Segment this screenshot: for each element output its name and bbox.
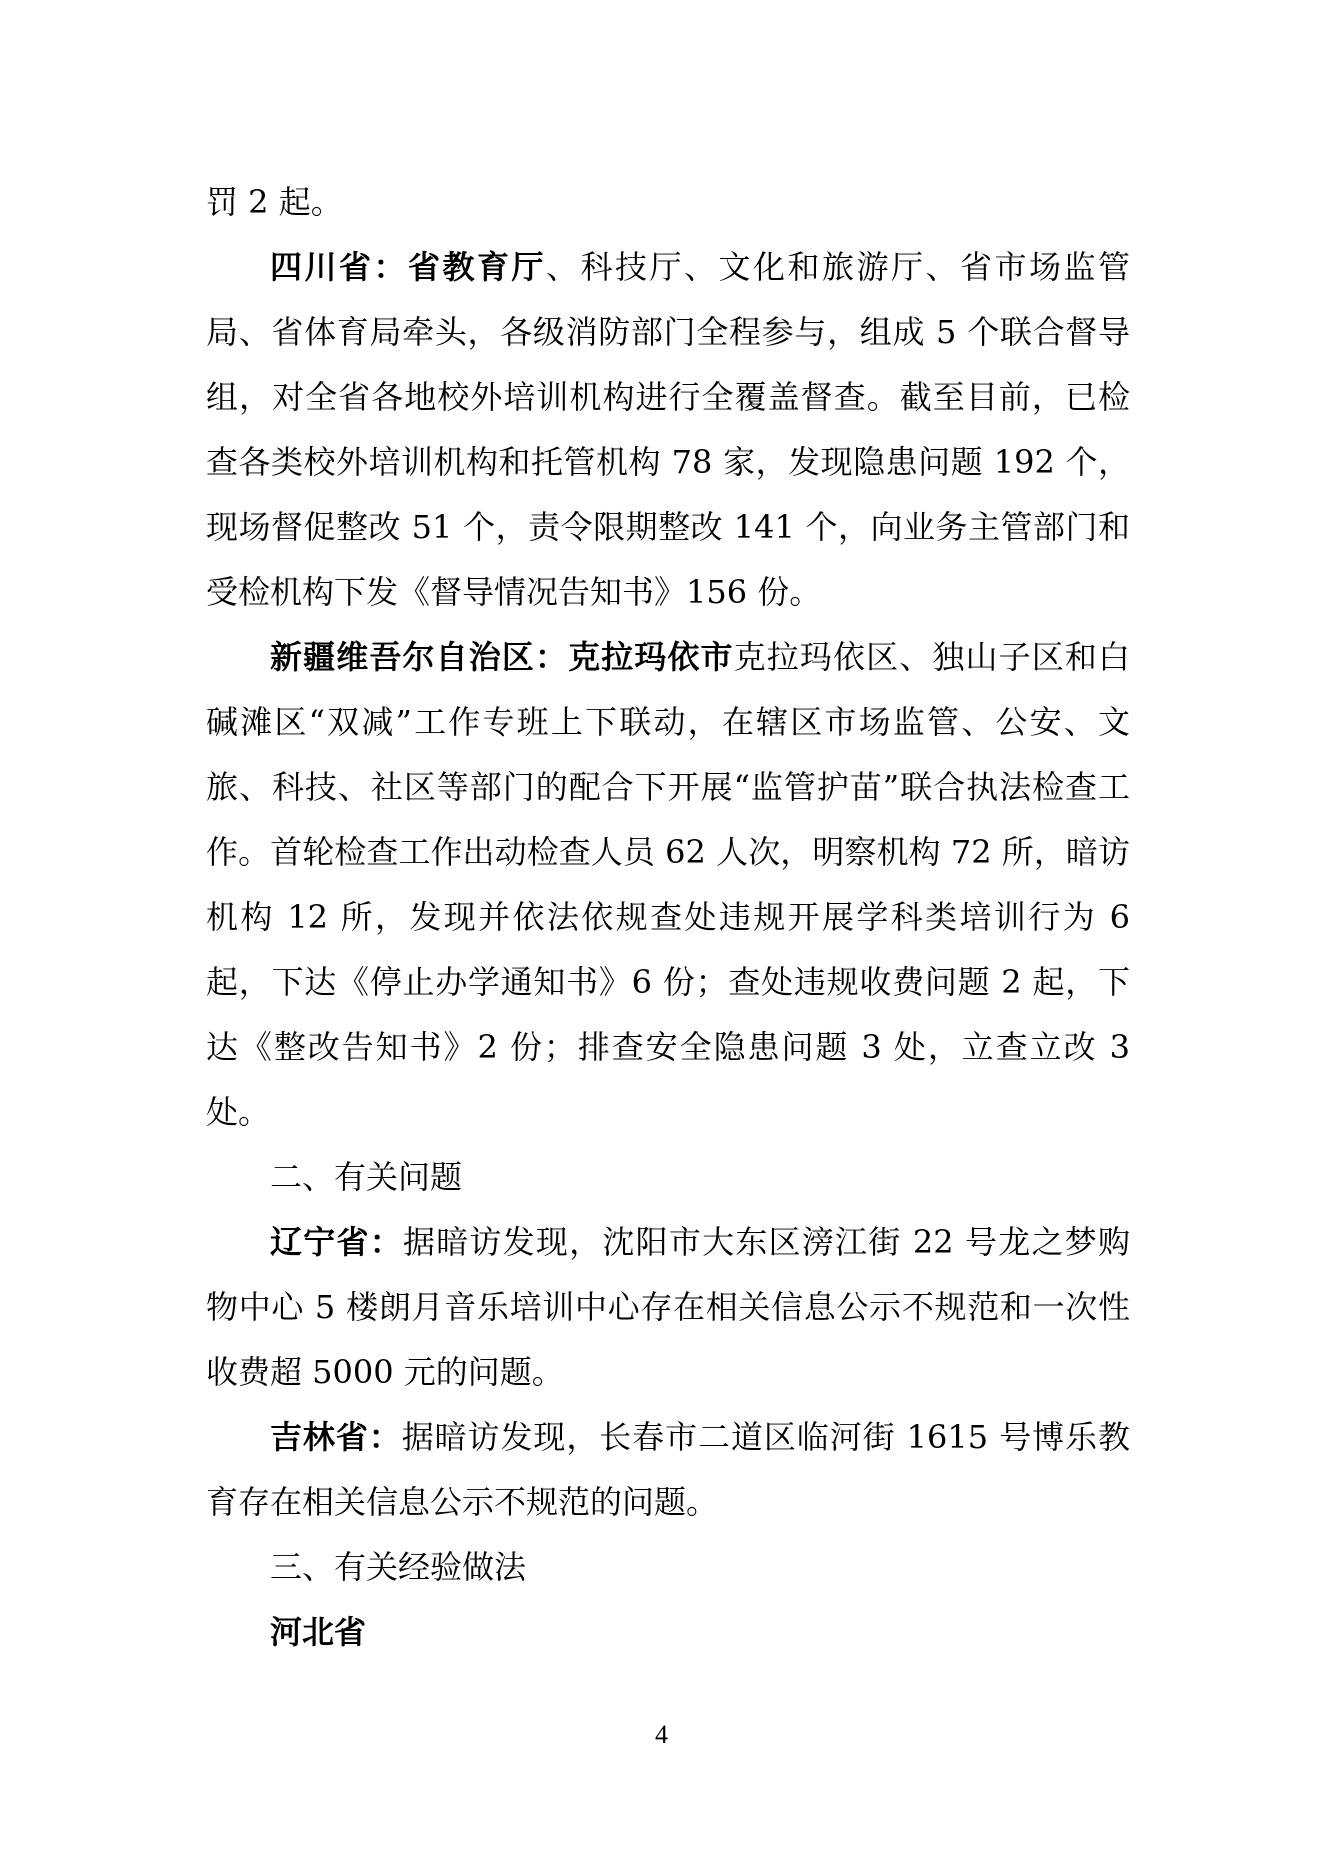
section-heading-problems: 二、有关问题 xyxy=(270,1158,463,1196)
jilin-paragraph xyxy=(206,1405,1130,1535)
liaoning-paragraph xyxy=(206,1210,1130,1405)
hebei-label: 河北省 xyxy=(270,1613,367,1651)
jilin-label: 吉林省： xyxy=(270,1418,402,1456)
jilin-text: 据暗访发现，长春市二道区临河街 1615 号博乐教育存在相关信息公示不规范的问题。 xyxy=(206,1418,1130,1521)
liaoning-text: 据暗访发现，沈阳市大东区滂江街 22 号龙之梦购物中心 5 楼朗月音乐培训中心存在相关信息公示不规范和一次性收费超 5000 元的问题。 xyxy=(206,1223,1130,1391)
sichuan-lead: 省教育厅 xyxy=(408,248,546,286)
xinjiang-lead: 克拉玛依市 xyxy=(568,638,734,676)
xinjiang-label: 新疆维吾尔自治区： xyxy=(270,638,569,676)
sichuan-paragraph xyxy=(206,235,1130,625)
section-heading-experience: 三、有关经验做法 xyxy=(270,1548,527,1586)
continuation-text: 罚 2 起。 xyxy=(206,183,343,221)
sichuan-text: 、科技厅、文化和旅游厅、省市场监管局、省体育局牵头，各级消防部门全程参与，组成 5 个联合督导组，对全省各地校外培训机构进行全覆盖督查。截至目前，已检查各类校外培训机构和托管机构 78 家，发现隐患问题 192 个，现场督促整改 51 个，责令限期整改 141 个，向业务主管部门和受检机构下发《督导情况告知书》156 份。 xyxy=(206,248,1130,611)
page-number: 4 xyxy=(655,1720,668,1749)
continuation-paragraph xyxy=(206,170,1130,235)
document-body xyxy=(206,170,1130,1665)
xinjiang-text: 克拉玛依区、独山子区和白碱滩区“双减”工作专班上下联动，在辖区市场监管、公安、文旅、科技、社区等部门的配合下开展“监管护苗”联合执法检查工作。首轮检查工作出动检查人员 62 人次，明察机构 72 所，暗访机构 12 所，发现并依法依规查处违规开展学科类培训行为 6 起，下达《停止办学通知书》6 份；查处违规收费问题 2 起，下达《整改告知书》2 份；排查安全隐患问题 3 处，立查立改 3 处。 xyxy=(206,638,1130,1131)
xinjiang-paragraph xyxy=(206,625,1130,1145)
sichuan-label: 四川省： xyxy=(270,248,408,286)
hebei-paragraph xyxy=(206,1600,1130,1665)
liaoning-label: 辽宁省： xyxy=(270,1223,403,1261)
